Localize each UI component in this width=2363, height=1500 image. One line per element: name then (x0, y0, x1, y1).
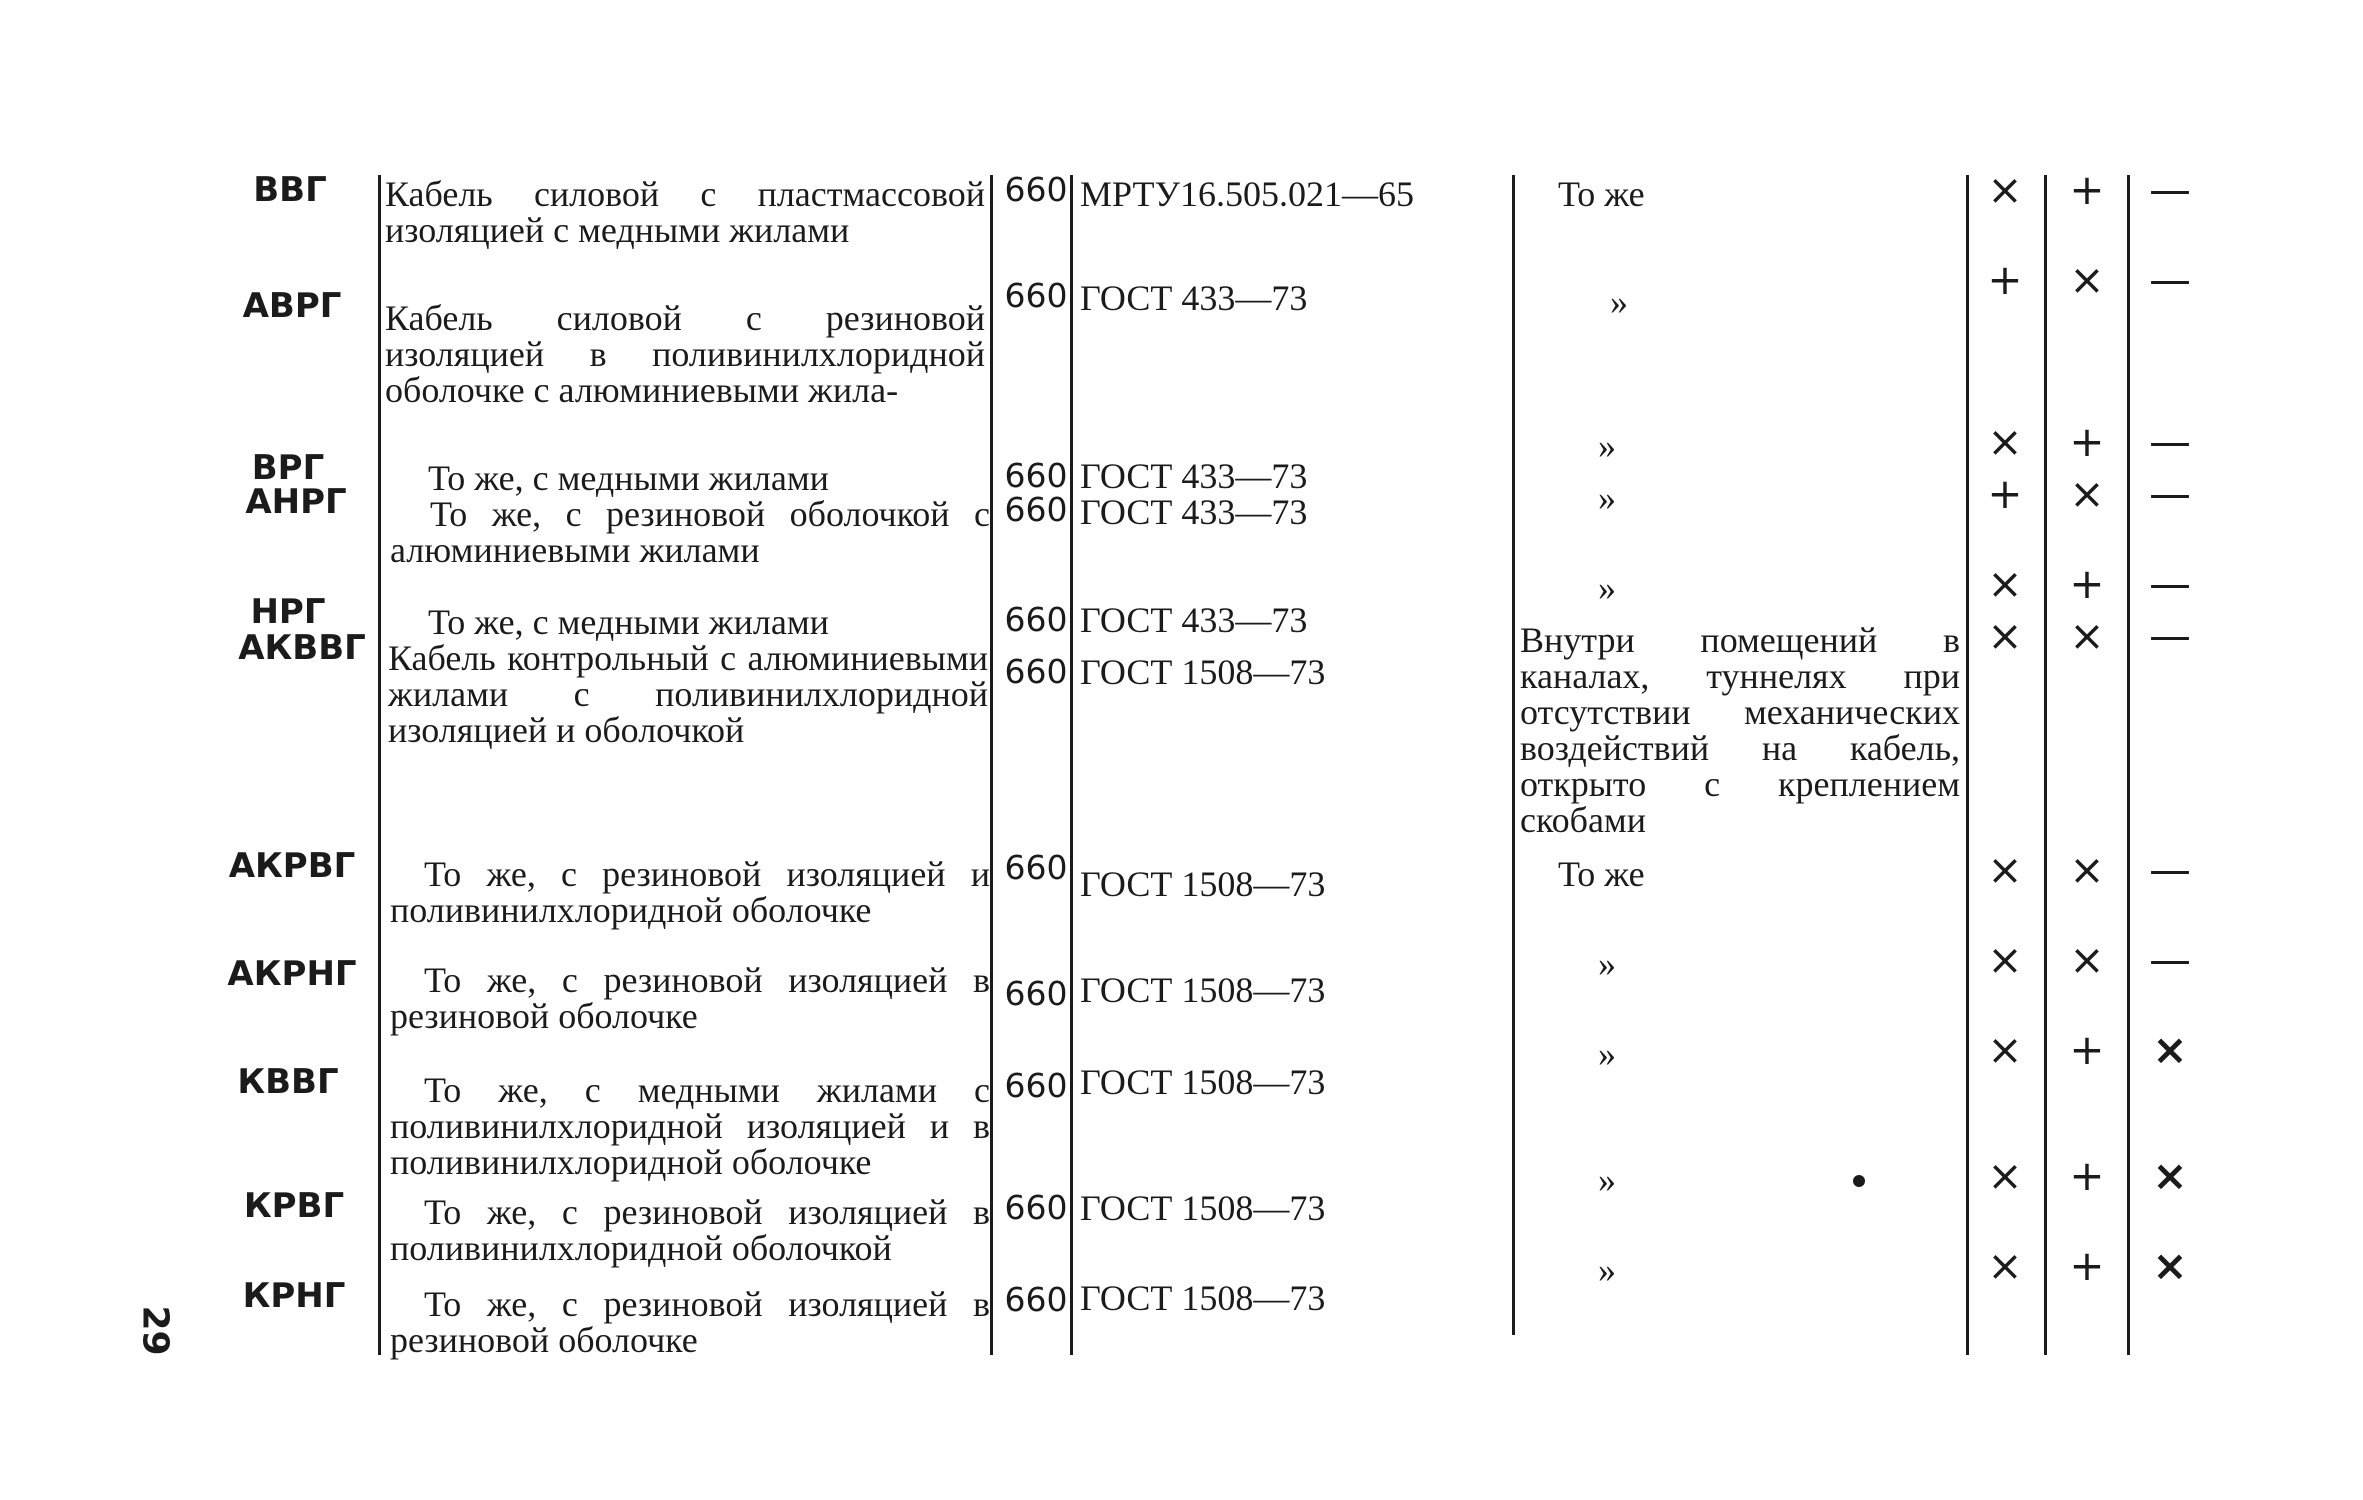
mark-col2: + (2069, 1241, 2105, 1290)
column-rule (1512, 175, 1515, 1335)
mark-col1: × (1987, 1151, 2023, 1200)
cable-voltage: 660 (1004, 490, 1068, 529)
cable-code: АВРГ (242, 286, 342, 326)
cable-standard: ГОСТ 433—73 (1080, 492, 1308, 532)
cable-code: АКРНГ (227, 954, 357, 994)
page-number: 29 (134, 1305, 176, 1356)
mark-col3: — (2149, 559, 2191, 608)
mark-col1: × (1987, 935, 2023, 984)
mark-col3: × (2152, 1151, 2188, 1200)
mark-col2: × (2069, 845, 2105, 894)
cable-application: » (1598, 1160, 1616, 1200)
cable-description: То же, с медными жилами (428, 458, 829, 498)
cable-code: ВВГ (253, 170, 327, 210)
mark-col3: × (2152, 1241, 2188, 1290)
column-rule (378, 175, 381, 1355)
mark-col3: — (2149, 845, 2191, 894)
cable-application: » (1610, 282, 1628, 322)
cable-code: КРНГ (242, 1276, 346, 1316)
cable-description: То же, с медными жилами с поливинилхлоридной изоляцией и в поливинилхлоридной оболочке (390, 1070, 990, 1182)
cable-voltage: 660 (1004, 1280, 1068, 1319)
cable-standard: ГОСТ 1508—73 (1080, 970, 1326, 1010)
mark-col1: + (1987, 469, 2023, 518)
mark-col2: × (2069, 469, 2105, 518)
column-rule (1070, 175, 1073, 1355)
mark-col2: × (2069, 611, 2105, 660)
cable-code: КВВГ (237, 1062, 339, 1102)
mark-col3: — (2149, 165, 2191, 214)
cable-code: НРГ (250, 592, 326, 632)
mark-col3: — (2149, 611, 2191, 660)
mark-col3: — (2149, 255, 2191, 304)
cable-voltage: 660 (1004, 600, 1068, 639)
mark-col1: × (1987, 1241, 2023, 1290)
mark-col2: × (2069, 935, 2105, 984)
cable-code: АКРВГ (228, 846, 356, 886)
cable-description: То же, с медными жилами (428, 602, 829, 642)
mark-col2: × (2069, 255, 2105, 304)
cable-standard: ГОСТ 433—73 (1080, 278, 1308, 318)
cable-description: То же, с резиновой изоляцией в резиновой оболочке (390, 1284, 990, 1360)
column-rule (2127, 175, 2130, 1355)
cable-code: КРВГ (243, 1186, 345, 1226)
mark-col1: × (1987, 417, 2023, 466)
cable-voltage: 660 (1004, 848, 1068, 887)
mark-col1: × (1987, 611, 2023, 660)
column-rule (2044, 175, 2047, 1355)
cable-voltage: 660 (1004, 1188, 1068, 1227)
mark-col1: × (1987, 165, 2023, 214)
mark-col2: + (2069, 559, 2105, 608)
cable-standard: МРТУ16.505.021—65 (1080, 174, 1414, 214)
cable-application: Внутри помещений в каналах, туннелях при отсутствии механических воздействий на кабель, открыто с креплением скобами (1520, 620, 1960, 840)
cable-code: ВРГ (251, 448, 325, 488)
cable-voltage: 660 (1004, 170, 1068, 209)
cable-application: » (1598, 944, 1616, 984)
cable-standard: ГОСТ 1508—73 (1080, 1188, 1326, 1228)
cable-description: Кабель силовой с пластмассовой изоляцией с медными жилами (385, 174, 985, 250)
cable-standard: ГОСТ 1508—73 (1080, 1062, 1326, 1102)
mark-col1: + (1987, 255, 2023, 304)
mark-col2: + (2069, 165, 2105, 214)
cable-description: То же, с резиновой изоляцией и поливинилхлоридной оболочке (390, 854, 990, 930)
cable-application: То же (1558, 854, 1645, 894)
cable-application: » (1598, 426, 1616, 466)
cable-description: Кабель контрольный с алюминиевыми жилами с поливинилхлоридной изоляцией и оболочкой (388, 638, 988, 750)
cable-application: » (1598, 1034, 1616, 1074)
cable-voltage: 660 (1004, 1066, 1068, 1105)
cable-standard: ГОСТ 1508—73 (1080, 1278, 1326, 1318)
cable-voltage: 660 (1004, 652, 1068, 691)
cable-standard: ГОСТ 433—73 (1080, 456, 1308, 496)
mark-col2: + (2069, 1025, 2105, 1074)
cable-application: » (1598, 568, 1616, 608)
cable-application: То же (1558, 174, 1645, 214)
mark-col3: × (2152, 1025, 2188, 1074)
mark-col3: — (2149, 935, 2191, 984)
mark-col1: × (1987, 845, 2023, 894)
cable-code: АНРГ (245, 482, 347, 522)
cable-standard: ГОСТ 1508—73 (1080, 652, 1326, 692)
cable-description: Кабель силовой с резиновой изоляцией в поливинилхлоридной оболочке с алюминиевыми жила- (385, 298, 985, 410)
cable-voltage: 660 (1004, 276, 1068, 315)
cable-voltage: 660 (1004, 456, 1068, 495)
cable-standard: ГОСТ 433—73 (1080, 600, 1308, 640)
cable-description: То же, с резиновой оболочкой с алюминиевыми жилами (390, 494, 990, 570)
mark-col3: — (2149, 469, 2191, 518)
mark-col3: — (2149, 417, 2191, 466)
cable-voltage: 660 (1004, 974, 1068, 1013)
column-rule (990, 175, 993, 1355)
cable-application: » (1598, 478, 1616, 518)
print-speck (1853, 1175, 1865, 1187)
cable-application: » (1598, 1250, 1616, 1290)
mark-col2: + (2069, 417, 2105, 466)
cable-standard: ГОСТ 1508—73 (1080, 864, 1326, 904)
mark-col1: × (1987, 1025, 2023, 1074)
cable-description: То же, с резиновой изоляцией в поливинилхлоридной оболочкой (390, 1192, 990, 1268)
mark-col1: × (1987, 559, 2023, 608)
cable-description: То же, с резиновой изоляцией в резиновой оболочке (390, 960, 990, 1036)
mark-col2: + (2069, 1151, 2105, 1200)
cable-code: АКВВГ (238, 628, 366, 668)
